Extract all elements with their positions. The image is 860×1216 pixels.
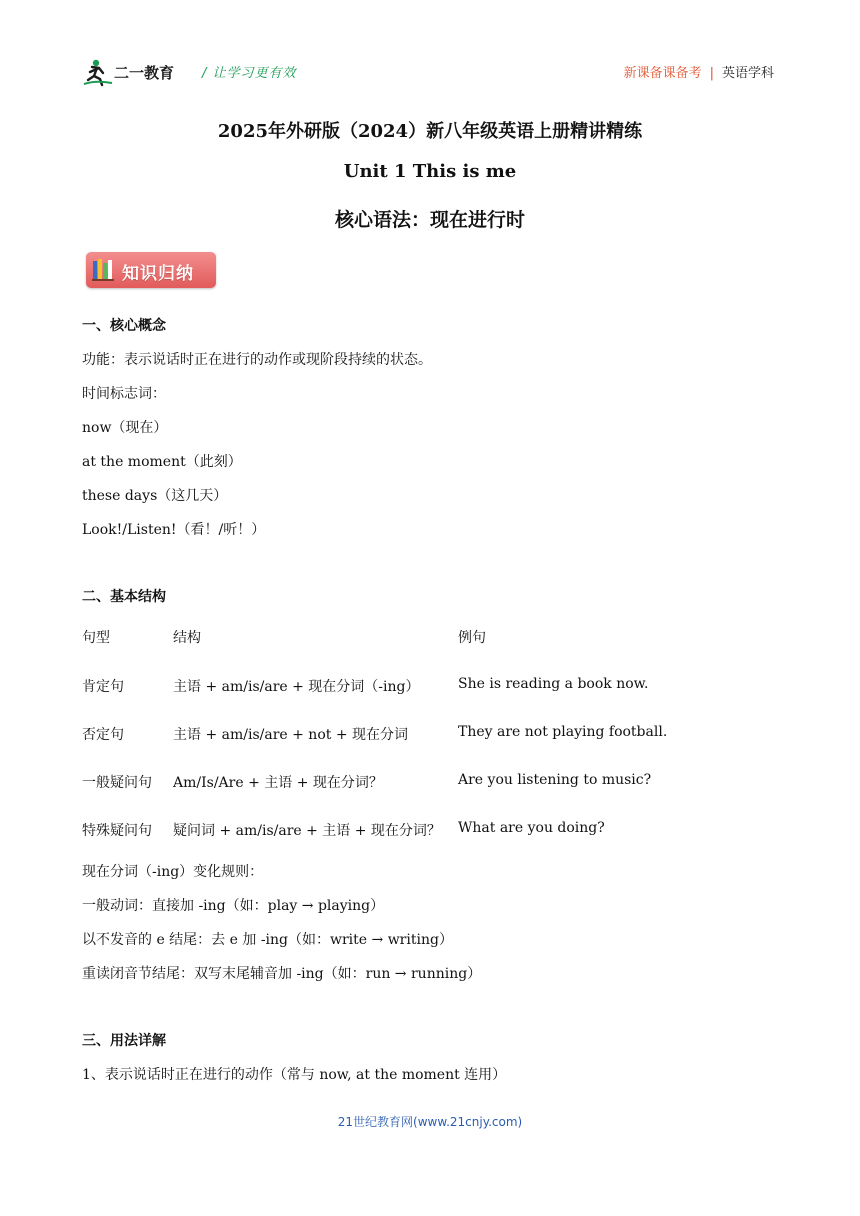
section1-line: 时间标志词： xyxy=(82,386,166,402)
badge-label: 知识归纳 xyxy=(122,264,194,284)
books-icon xyxy=(92,258,114,282)
table-cell: 否定句 xyxy=(82,727,124,743)
table-cell: Are you listening to music? xyxy=(458,772,652,788)
table-cell: Am/Is/Are + 主语 + 现在分词？ xyxy=(173,775,383,791)
section1-line: 功能：表示说话时正在进行的动作或现阶段持续的状态。 xyxy=(82,352,432,368)
table-cell: 特殊疑问句 xyxy=(82,823,152,839)
unit-title: Unit 1 This is me xyxy=(343,161,517,182)
table-header-cell: 例句 xyxy=(458,630,486,646)
header-right xyxy=(624,62,774,81)
rules-title: 现在分词（-ing）变化规则： xyxy=(82,864,264,880)
table-cell: 肯定句 xyxy=(82,679,124,695)
rule-line: 一般动词：直接加 -ing（如：play → playing） xyxy=(82,898,385,914)
table-header-cell: 句型 xyxy=(82,630,110,646)
table-header-cell: 结构 xyxy=(173,630,201,646)
section3-heading: 三、用法详解 xyxy=(82,1033,166,1049)
table-cell: 疑问词 + am/is/are + 主语 + 现在分词？ xyxy=(173,823,441,839)
section1-line: now（现在） xyxy=(82,420,168,436)
section1-line: Look!/Listen!（看！/听！） xyxy=(82,522,266,538)
header-separator: | xyxy=(709,66,714,81)
knowledge-badge xyxy=(86,252,216,288)
course-label: 新课备课备考 xyxy=(623,66,702,81)
table-cell: She is reading a book now. xyxy=(458,676,649,692)
table-cell: 一般疑问句 xyxy=(82,775,152,791)
table-cell: They are not playing football. xyxy=(458,724,668,740)
topic-title: 核心语法：现在进行时 xyxy=(334,209,525,231)
section1-line: at the moment（此刻） xyxy=(82,454,242,470)
table-cell: What are you doing? xyxy=(458,820,605,836)
section1-line: these days（这几天） xyxy=(82,488,228,504)
section2-heading: 二、基本结构 xyxy=(82,589,166,605)
brand-logo xyxy=(82,56,192,88)
slogan: / 让学习更有效 xyxy=(202,66,297,81)
rule-line: 以不发音的 e 结尾：去 e 加 -ing（如：write → writing） xyxy=(82,932,453,948)
subject-label: 英语学科 xyxy=(721,66,774,81)
table-cell: 主语 + am/is/are + 现在分词（-ing） xyxy=(173,679,420,695)
table-cell: 主语 + am/is/are + not + 现在分词 xyxy=(173,727,409,743)
page-header xyxy=(82,56,774,90)
rule-line: 重读闭音节结尾：双写末尾辅音加 -ing（如：run → running） xyxy=(82,966,482,982)
page-footer: 21世纪教育网(www.21cnjy.com) xyxy=(337,1115,523,1129)
logo-text: 二一教育 xyxy=(114,64,175,82)
section3-line: 1、表示说话时正在进行的动作（常与 now, at the moment 连用） xyxy=(82,1067,507,1083)
document-title: 2025年外研版（2024）新八年级英语上册精讲精练 xyxy=(217,121,643,142)
section1-heading: 一、核心概念 xyxy=(82,318,166,334)
